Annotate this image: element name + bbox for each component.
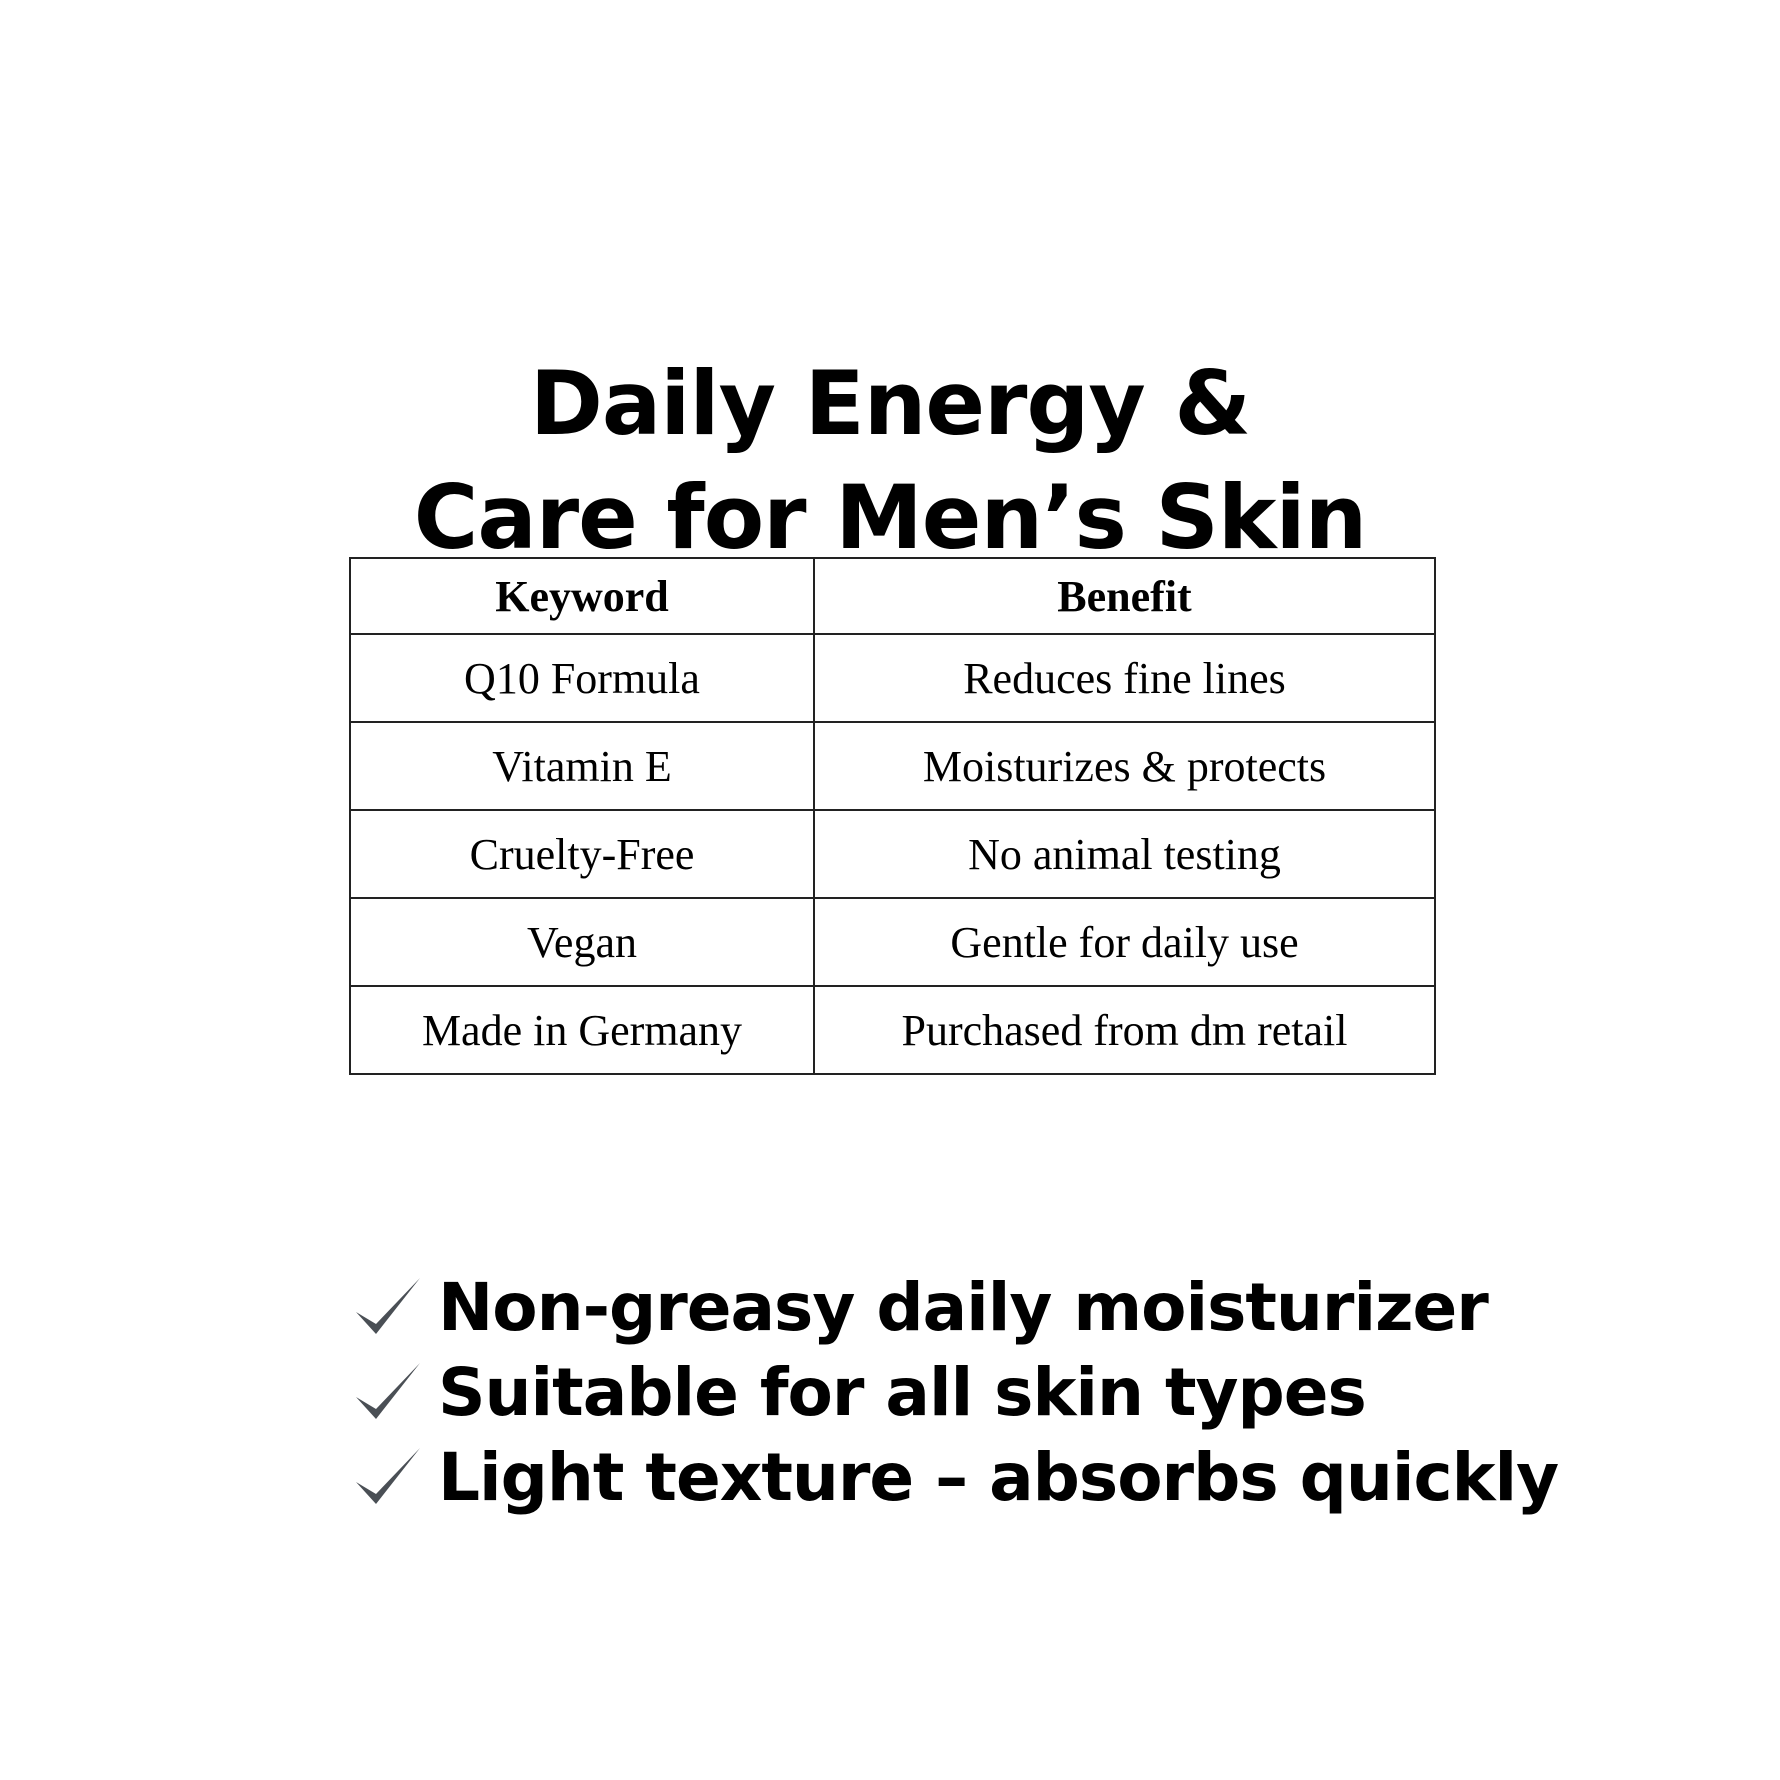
table-row: [350, 986, 1435, 1074]
keyword-cell: Vitamin E: [350, 722, 814, 810]
table-row: [350, 810, 1435, 898]
check-icon: [352, 1442, 424, 1514]
table-row: [350, 722, 1435, 810]
feature-text: Light texture – absorbs quickly: [438, 1439, 1559, 1516]
page-title: [0, 347, 1780, 575]
benefit-cell: Moisturizes & protects: [814, 722, 1435, 810]
feature-list: [352, 1265, 1558, 1520]
table-header-row: [350, 558, 1435, 634]
benefit-cell: Reduces fine lines: [814, 634, 1435, 722]
keyword-cell: Made in Germany: [350, 986, 814, 1074]
keyword-cell: Vegan: [350, 898, 814, 986]
title-line-1: Daily Energy &: [529, 351, 1251, 455]
benefit-column-header: Benefit: [814, 558, 1435, 634]
feature-text: Non-greasy daily moisturizer: [438, 1269, 1488, 1346]
feature-item: [352, 1435, 1558, 1520]
benefit-cell: Gentle for daily use: [814, 898, 1435, 986]
table-row: [350, 634, 1435, 722]
keyword-benefit-table: [349, 557, 1436, 1075]
title-line-2: Care for Men’s Skin: [413, 465, 1367, 569]
keyword-cell: Q10 Formula: [350, 634, 814, 722]
feature-text: Suitable for all skin types: [438, 1354, 1366, 1431]
table-row: [350, 898, 1435, 986]
benefit-cell: Purchased from dm retail: [814, 986, 1435, 1074]
keyword-column-header: Keyword: [350, 558, 814, 634]
keyword-cell: Cruelty-Free: [350, 810, 814, 898]
feature-item: [352, 1350, 1558, 1435]
check-icon: [352, 1357, 424, 1429]
benefit-cell: No animal testing: [814, 810, 1435, 898]
feature-item: [352, 1265, 1558, 1350]
check-icon: [352, 1272, 424, 1344]
